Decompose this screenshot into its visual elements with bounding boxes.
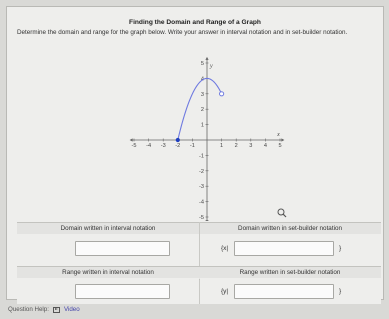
domain-setbuilder-input[interactable]	[234, 241, 334, 256]
y-tick-label: 5	[200, 61, 204, 67]
range-interval-input[interactable]	[75, 284, 170, 299]
range-interval-label: Range written in interval notation	[17, 266, 199, 280]
y-tick-label: -1	[199, 153, 204, 160]
y-tick-label: -4	[199, 199, 204, 206]
x-tick-label: -5	[131, 143, 137, 149]
x-tick-label: -3	[160, 143, 166, 149]
answer-grid	[17, 222, 381, 304]
x-tick-label: 4	[263, 143, 267, 149]
question-instructions: Determine the domain and range for the graph below. Write your answer in interval notation and in set-builder notation.	[17, 29, 348, 36]
open-endpoint	[220, 92, 224, 96]
video-link[interactable]: Video	[63, 306, 80, 313]
domain-interval-cell	[17, 234, 199, 260]
domain-interval-label: Domain written in interval notation	[17, 222, 199, 236]
x-axis-arrow	[281, 138, 284, 141]
x-tick-label: 5	[278, 143, 282, 149]
question-panel	[6, 6, 384, 300]
magnify-icon[interactable]	[277, 208, 287, 218]
y-tick-label: 1	[200, 122, 204, 129]
domain-set-prefix: {x|	[221, 245, 229, 252]
closed-endpoint	[176, 138, 180, 142]
y-tick-label: -2	[199, 168, 204, 175]
range-set-prefix: {y|	[221, 288, 229, 295]
graph-svg	[117, 55, 297, 221]
y-tick-label: 3	[200, 91, 204, 98]
y-tick-label: -3	[199, 184, 204, 191]
question-help	[8, 306, 80, 313]
domain-interval-input[interactable]	[75, 241, 170, 256]
y-axis-arrow	[205, 57, 208, 60]
range-interval-cell	[17, 278, 199, 304]
x-tick-label: -1	[189, 143, 195, 149]
range-setbuilder-cell	[200, 278, 381, 304]
x-tick-label: -2	[175, 143, 181, 149]
range-setbuilder-label: Range written in set-builder notation	[199, 266, 381, 280]
y-axis-arrow-down	[205, 220, 208, 221]
domain-setbuilder-cell	[200, 234, 381, 260]
x-tick-label: 3	[249, 143, 253, 149]
range-setbuilder-input[interactable]	[234, 284, 334, 299]
domain-set-suffix: }	[339, 245, 342, 252]
y-tick-label: 2	[200, 107, 204, 114]
graph	[117, 55, 297, 221]
domain-setbuilder-label: Domain written in set-builder notation	[199, 222, 381, 236]
range-set-suffix: }	[339, 288, 342, 295]
question-help-label: Question Help:	[8, 306, 49, 313]
x-axis-label: x	[277, 132, 280, 138]
video-icon[interactable]	[53, 307, 60, 313]
page-title: Finding the Domain and Range of a Graph	[129, 19, 261, 26]
x-tick-label: 2	[234, 143, 238, 149]
x-tick-label: 1	[220, 143, 224, 149]
y-tick-label: 4	[200, 76, 204, 83]
x-tick-label: -4	[146, 143, 152, 149]
y-tick-label: -5	[199, 215, 204, 221]
graph-curve	[178, 78, 222, 140]
x-axis-arrow-left	[130, 138, 133, 141]
y-axis-label: y	[210, 63, 213, 70]
